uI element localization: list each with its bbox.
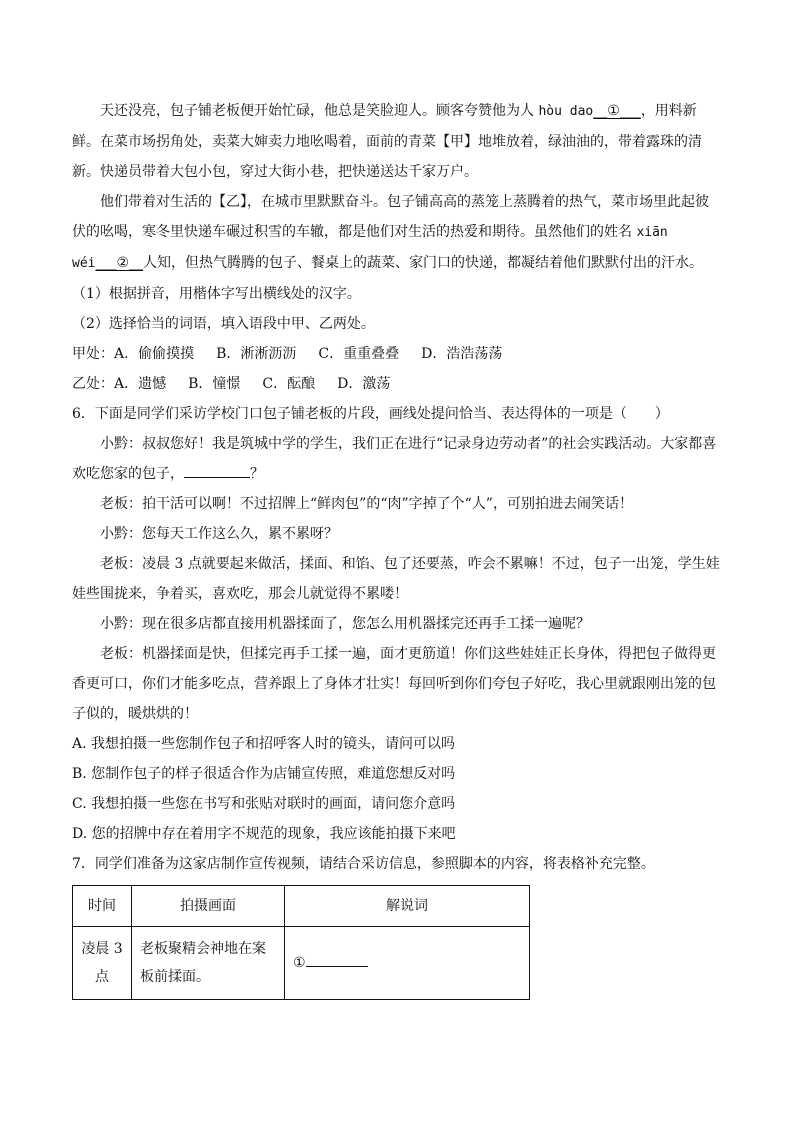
passage-paragraph-2 [72,187,720,279]
q7-stem: 7．同学们准备为这家店制作宣传视频，请结合采访信息，参照脚本的内容，将表格补充完整。 [72,856,655,872]
column-header-time: 时间 [73,886,132,927]
q5-sub1: （1）根据拼音，用楷体字写出横线处的汉字。 [72,286,361,302]
q6-option-b[interactable]: B. 您制作包子的样子很适合作为店铺宣传照，难道您想反对吗 [72,766,456,782]
dialogue-line: 小黔：您每天工作这么久，累不累呀？ [100,526,338,542]
option-c[interactable]: C．重重叠叠 [318,346,400,362]
passage-text: ，用料新鲜。在菜市场拐角处，卖菜大婶卖力地吆喝着，面前的青菜【甲】地堆放着，绿油油的，带着露珠的清新。快递员带着大包小包，穿过大街小巷，把快递送达千家万户。 [72,103,702,180]
dialogue-line: 老板：机器揉面是快，但揉完再手工揉一遍，面才更筋道！你们这些娃娃正长身体，得把包子做得更香更可口，你们才能多吃点，营养跟上了身体才壮实！每回听到你们夸包子好吃，我心里就跟刚出笼的包子似的，暖烘烘的！ [72,646,716,722]
table-header-row [73,886,530,927]
table-row [73,927,530,1000]
option-b[interactable]: B．淅淅沥沥 [216,346,297,362]
cell-scene: 老板聚精会神地在案板前揉面。 [132,927,285,1000]
q5-jia-options [72,339,720,369]
blank-1[interactable]: __①___ [593,103,641,119]
document-page [72,96,720,1000]
column-header-scene: 拍摄画面 [132,886,285,927]
dialogue-line: 老板：拍干活可以啊！不过招牌上“鲜肉包”的“肉”字掉了个“人”，可别拍进去闹笑话！ [100,496,633,512]
dialogue-line: 小黔：现在很多店都直接用机器揉面了，您怎么用机器揉完还再手工揉一遍呢？ [100,616,590,632]
passage-paragraph-1 [72,96,720,187]
option-a[interactable]: A．偷偷摸摸 [114,346,195,362]
blank-2[interactable]: ___②__ [95,255,144,271]
q6-stem: 6．下面是同学们采访学校门口包子铺老板的片段，画线处提问恰当、表达得体的一项是（ ） [72,406,669,422]
option-c[interactable]: C．酝酿 [262,376,316,392]
option-d[interactable]: D．浩浩荡荡 [421,346,503,362]
script-table [72,885,530,1000]
q6-option-c[interactable]: C. 我想拍摄一些您在书写和张贴对联时的画面，请问您介意吗 [72,796,456,812]
dialogue-text: ？ [250,466,264,482]
passage-text: 他们带着对生活的【乙】，在城市里默默奋斗。包子铺高高的蒸笼上蒸腾着的热气，菜市场里此起彼伏的吆喝，寒冬里快递车碾过积雪的车辙，都是他们对生活的热爱和期待。虽然他们的姓名 [72,194,709,240]
passage-text: 天还没亮，包子铺老板便开始忙碌，他总是笑脸迎人。顾客夸赞他为人 [100,103,539,119]
pinyin: hòu dao [538,104,594,119]
passage-text: 人知，但热气腾腾的包子、餐桌上的蔬菜、家门口的快递，都凝结着他们默默付出的汗水。 [143,255,704,271]
q5-sub2: （2）选择恰当的词语，填入语段中甲、乙两处。 [72,316,375,332]
option-a[interactable]: A．遗憾 [114,376,167,392]
q6-option-d[interactable]: D. 您的招牌中存在着用字不规范的现象，我应该能拍摄下来吧 [72,826,456,842]
column-header-narration: 解说词 [285,886,530,927]
q6-option-a[interactable]: A. 我想拍摄一些您制作包子和招呼客人时的镜头，请问可以吗 [72,736,456,752]
answer-blank[interactable] [306,950,368,967]
circled-number: ① [293,955,306,971]
dialogue-line [72,429,720,489]
dialogue-text: 小黔：叔叔您好！我是筑城中学的学生，我们正在进行“记录身边劳动者”的社会实践活动。大家都喜欢吃您家的包子， [72,436,717,482]
dialogue-line: 老板：凌晨 3 点就要起来做活，揉面、和馅、包了还要蒸，咋会不累嘛！不过，包子一出笼，学生娃娃些围拢来，争着买，喜欢吃，那会儿就觉得不累喽！ [72,556,720,602]
answer-blank[interactable] [184,461,250,478]
cell-narration [285,927,530,1000]
pinyin: xiān wéi [72,225,668,271]
option-d[interactable]: D．激荡 [337,376,391,392]
option-b[interactable]: B．憧憬 [188,376,241,392]
option-label: 乙处： [72,376,114,392]
q5-yi-options [72,369,720,399]
option-label: 甲处： [72,346,114,362]
cell-time: 凌晨 3 点 [73,927,132,1000]
